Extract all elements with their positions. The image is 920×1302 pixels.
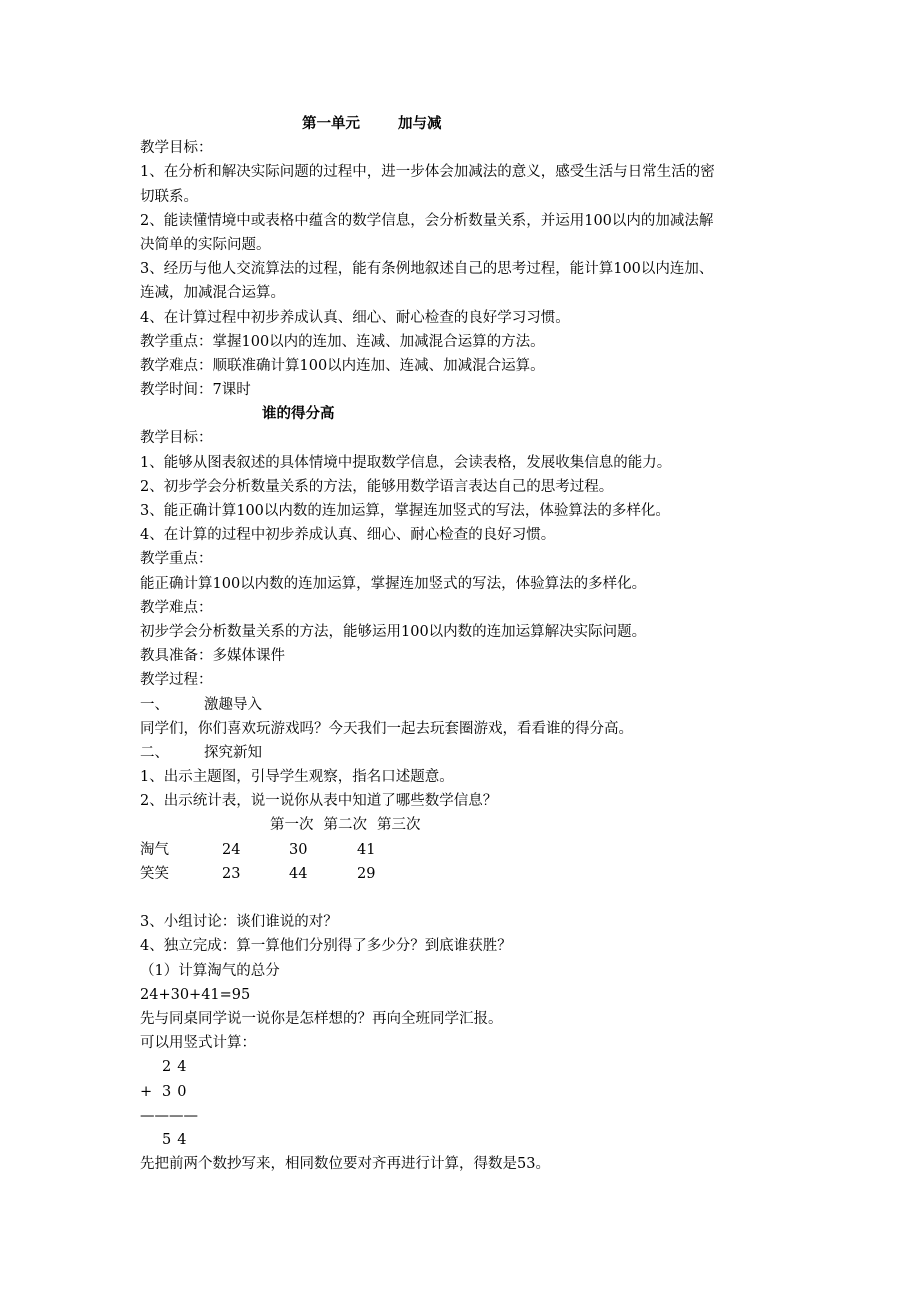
vertical-second-number: 30	[162, 1083, 193, 1100]
lesson-goal-3: 3、能正确计算100以内数的连加运算，掌握连加竖式的写法，体验算法的多样化。	[140, 503, 670, 519]
unit-goal-2-line-2: 决简单的实际问题。	[140, 236, 271, 253]
process-heading: 教学过程：	[140, 672, 213, 689]
vertical-rule: ————	[140, 1107, 198, 1124]
share-text: 先与同桌同学说一说你是怎样想的？再向全班同学汇报。	[140, 1010, 503, 1027]
difficulty-text: 初步学会分析数量关系的方法，能够运用100以内数的连加运算解决实际问题。	[140, 623, 647, 640]
step-1-title: 激趣导入	[204, 696, 262, 713]
step-1-text: 同学们，你们喜欢玩游戏吗？今天我们一起去玩套圈游戏，看看谁的得分高。	[140, 720, 633, 737]
unit-goal-1-line-2: 切联系。	[140, 188, 198, 205]
table-row	[140, 838, 800, 862]
unit-goals-heading: 教学目标：	[140, 140, 213, 157]
unit-goal-1-line-1: 1、在分析和解决实际问题的过程中，进一步体会加减法的意义，感受生活与日常生活的密	[140, 164, 715, 181]
row-value-2: 30	[289, 841, 308, 858]
unit-label: 第一单元	[302, 115, 360, 132]
lesson-title: 谁的得分高	[262, 405, 335, 423]
tools: 教具准备：多媒体课件	[140, 648, 285, 665]
unit-goal-3-line-1: 3、经历与他人交流算法的过程，能有条例地叙述自己的思考过程，能计算100以内连加、	[140, 261, 714, 278]
vertical-result: 54	[162, 1131, 193, 1148]
equation: 24+30+41=95	[140, 986, 251, 1003]
row-value-1: 24	[222, 841, 241, 858]
lesson-goal-1: 1、能够从图表叙述的具体情境中提取数学信息，会读表格，发展收集信息的能力。	[140, 454, 672, 471]
step-1-number: 一、	[140, 696, 169, 713]
score-table-header	[140, 813, 800, 837]
step-1-heading	[140, 693, 800, 717]
key-heading: 教学重点：	[140, 551, 213, 568]
step-2-heading	[140, 741, 800, 765]
unit-goal-3-line-2: 连减，加减混合运算。	[140, 285, 285, 302]
row-name: 淘气	[140, 841, 169, 858]
unit-goal-4: 4、在计算过程中初步养成认真、细心、耐心检查的良好学习习惯。	[140, 309, 570, 326]
table-row	[140, 862, 800, 886]
vertical-second-line	[140, 1080, 800, 1104]
lesson-goal-4: 4、在计算的过程中初步养成认真、细心、耐心检查的良好习惯。	[140, 527, 556, 544]
unit-goal-2-line-1: 2、能读懂情境中或表格中蕴含的数学信息，会分析数量关系，并运用100以内的加减法解	[140, 212, 714, 229]
unit-topic: 加与减	[398, 115, 442, 132]
step-2-number: 二、	[140, 744, 169, 761]
step-2-item-3: 3、小组讨论：谈们谁说的对？	[140, 914, 338, 931]
row-value-1: 23	[222, 865, 241, 882]
lesson-goal-2: 2、初步学会分析数量关系的方法，能够用数学语言表达自己的思考过程。	[140, 478, 614, 495]
plus-sign: +	[140, 1083, 153, 1100]
row-value-3: 29	[357, 865, 376, 882]
sub-step-1: （1）计算淘气的总分	[140, 962, 280, 979]
row-value-2: 44	[289, 865, 308, 882]
table-header-1: 第一次	[270, 817, 314, 834]
lesson-goals-heading: 教学目标：	[140, 430, 213, 447]
unit-key-point: 教学重点：掌握100以内的连加、连减、加减混合运算的方法。	[140, 333, 545, 350]
step-2-item-1: 1、出示主题图，引导学生观察，指名口述题意。	[140, 769, 454, 786]
vertical-intro: 可以用竖式计算：	[140, 1035, 256, 1052]
table-header-3: 第三次	[377, 817, 421, 834]
unit-time: 教学时间：7课时	[140, 382, 251, 399]
unit-difficulty: 教学难点：顺联准确计算100以内连加、连减、加减混合运算。	[140, 357, 545, 374]
vertical-top-number: 24	[162, 1059, 193, 1076]
table-header-2: 第二次	[323, 817, 367, 834]
key-text: 能正确计算100以内数的连加运算，掌握连加竖式的写法，体验算法的多样化。	[140, 575, 647, 592]
step-2-item-2: 2、出示统计表，说一说你从表中知道了哪些数学信息？	[140, 793, 498, 810]
document-page	[140, 112, 800, 1176]
row-value-3: 41	[357, 841, 376, 858]
difficulty-heading: 教学难点：	[140, 599, 213, 616]
unit-title	[140, 112, 800, 136]
step-2-title: 探究新知	[204, 744, 262, 761]
row-name: 笑笑	[140, 865, 169, 882]
conclusion: 先把前两个数抄写来，相同数位要对齐再进行计算，得数是53。	[140, 1156, 550, 1173]
step-2-item-4: 4、独立完成：算一算他们分别得了多少分？到底谁获胜？	[140, 938, 512, 955]
spacer	[140, 886, 800, 910]
